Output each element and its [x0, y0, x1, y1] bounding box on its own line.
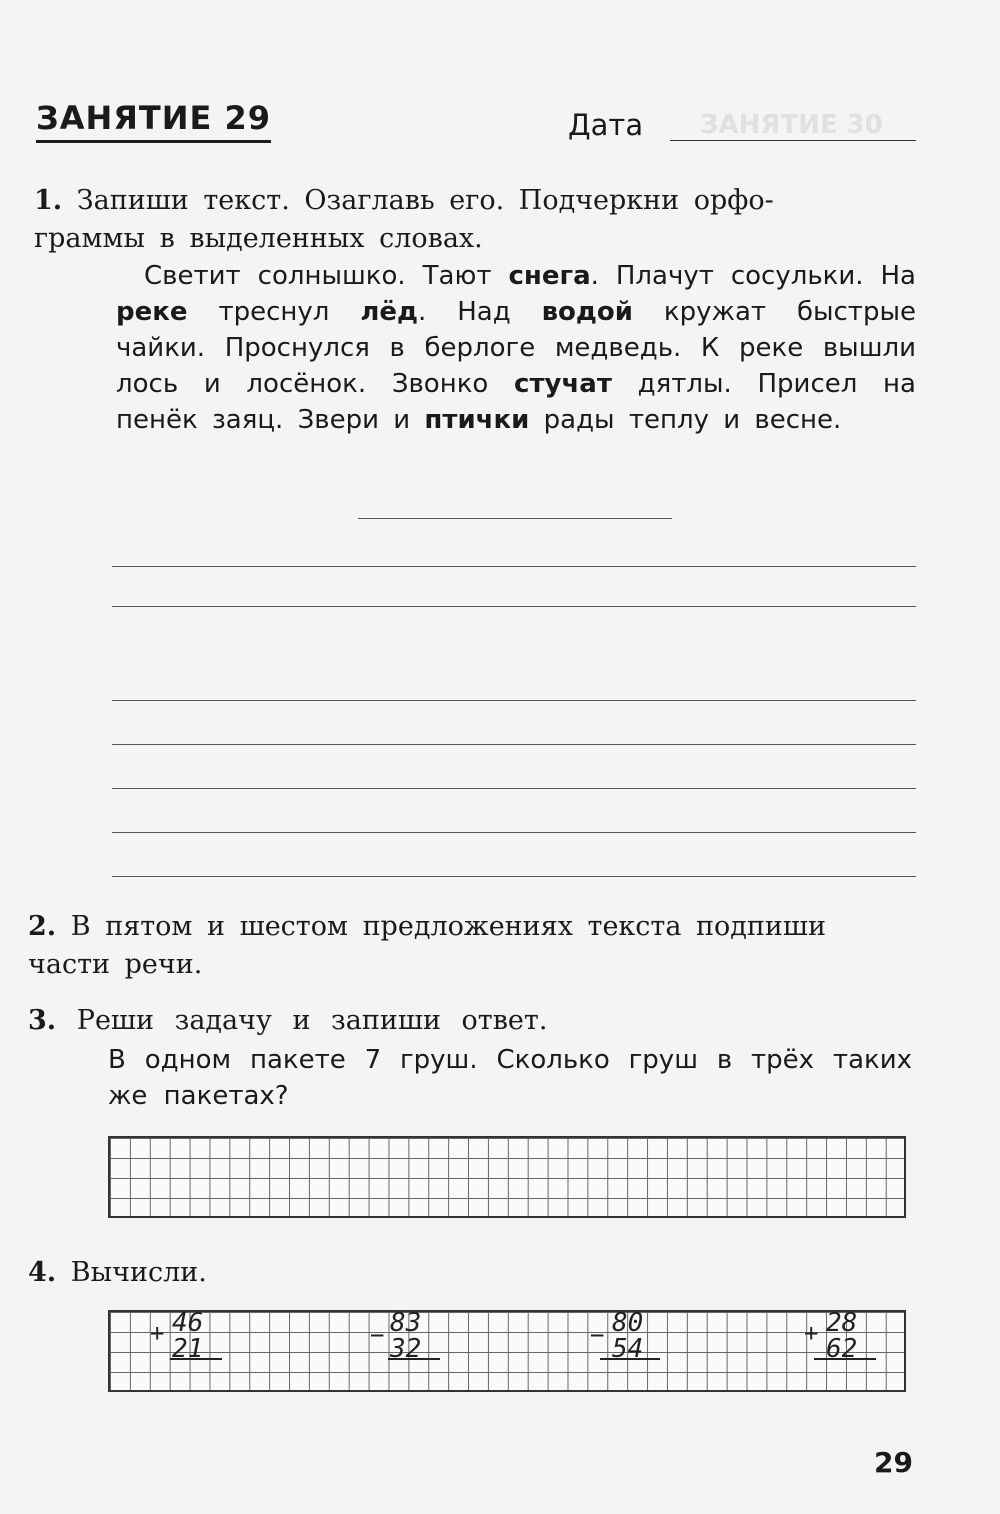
task-2 [28, 908, 912, 984]
second-operand: 62 [826, 1334, 858, 1364]
sum-line [170, 1358, 222, 1360]
writing-line[interactable] [112, 606, 916, 607]
operator-sign: − [370, 1321, 385, 1349]
writing-line[interactable] [358, 518, 672, 519]
difference-line [600, 1358, 660, 1360]
calc-example [590, 1308, 670, 1372]
calc-example [150, 1308, 230, 1372]
task-1-line-2: граммы в выделенных словах. [34, 223, 483, 254]
highlighted-word: водой [541, 297, 633, 327]
task-3-instruction: Реши задачу и запиши ответ. [76, 1005, 548, 1036]
writing-line[interactable] [112, 876, 916, 877]
operator-sign: − [590, 1321, 605, 1349]
first-operand: 28 [826, 1308, 858, 1338]
task-1-number: 1. [34, 185, 63, 216]
text-segment: . Над [418, 297, 542, 327]
date-input-line[interactable] [670, 140, 916, 141]
operator-sign: + [150, 1319, 165, 1347]
task-2-line-2: части речи. [28, 949, 203, 980]
task-2-line-1: В пятом и шестом предложениях текста подпиши [70, 911, 826, 942]
difference-line [388, 1358, 440, 1360]
highlighted-word: птички [424, 405, 530, 435]
task-1-instruction [34, 182, 914, 258]
text-segment: треснул [187, 297, 361, 327]
writing-line[interactable] [112, 832, 916, 833]
sum-line [814, 1358, 876, 1360]
writing-line[interactable] [112, 788, 916, 789]
task-1-line-1: Запиши текст. Озаглавь его. Подчеркни орфо- [76, 185, 774, 216]
highlighted-word: лёд [360, 297, 419, 327]
bleed-through-title: ЗАНЯТИЕ 30 [700, 110, 883, 140]
highlighted-word: снега [508, 261, 591, 291]
second-operand: 21 [172, 1334, 204, 1364]
task-3 [28, 1002, 547, 1040]
task-3-number: 3. [28, 1005, 57, 1036]
task-4-number: 4. [28, 1257, 57, 1288]
solution-grid[interactable] [108, 1136, 906, 1218]
task-4 [28, 1254, 207, 1292]
first-operand: 80 [612, 1308, 644, 1338]
dictation-text [116, 258, 916, 438]
task-2-number: 2. [28, 911, 57, 942]
first-operand: 46 [172, 1308, 204, 1338]
page-number: 29 [874, 1446, 913, 1479]
text-segment: Светит солнышко. Тают [144, 261, 509, 291]
second-operand: 32 [390, 1334, 422, 1364]
text-segment: . Плачут сосульки. На [590, 261, 916, 291]
task-3-problem: В одном пакете 7 груш. Сколько груш в трёх таких же пакетах? [108, 1045, 912, 1111]
calc-example [804, 1308, 884, 1372]
text-segment: кружат быстрые чайки. Проснулся в берлоге медведь. К реке вышли лось и лосёнок. Звонко [116, 297, 916, 399]
operator-sign: + [804, 1319, 819, 1347]
date-label: Дата [568, 108, 644, 142]
first-operand: 83 [390, 1308, 422, 1338]
second-operand: 54 [612, 1334, 644, 1364]
task-4-instruction: Вычисли. [70, 1257, 207, 1288]
calc-example [370, 1308, 450, 1372]
writing-line[interactable] [112, 700, 916, 701]
writing-line[interactable] [112, 566, 916, 567]
writing-line[interactable] [112, 744, 916, 745]
highlighted-word: реке [116, 297, 188, 327]
highlighted-word: стучат [514, 369, 612, 399]
page-title: ЗАНЯТИЕ 29 [36, 98, 271, 143]
text-segment: дятлы. Присел на пенёк заяц. Звери и [116, 369, 916, 435]
text-segment: рады теплу и весне. [529, 405, 842, 435]
